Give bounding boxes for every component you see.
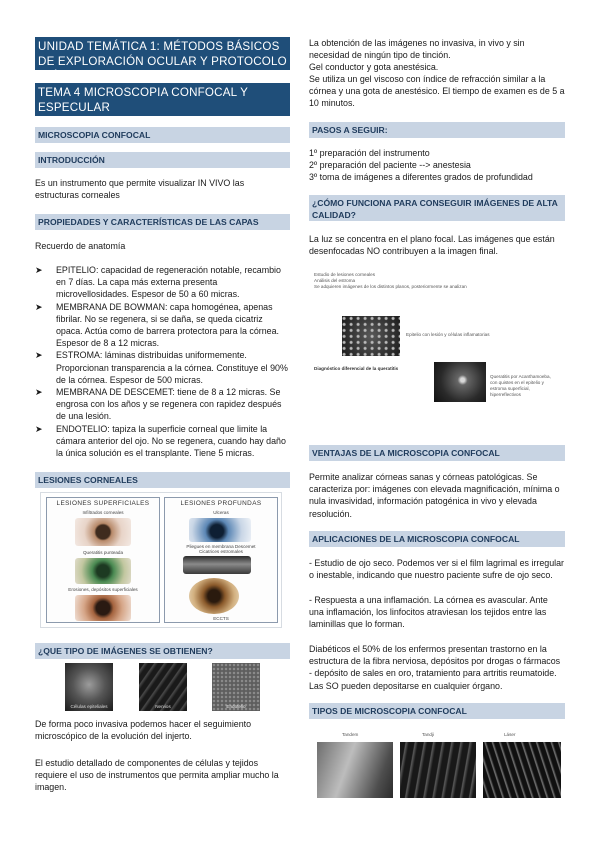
superficial-item: Queratitis punteada (82, 550, 124, 555)
types-figure (314, 724, 564, 800)
lesion-micro-image (342, 316, 400, 356)
arrow-bullet-icon: ➤ (35, 350, 43, 361)
deep-extra-label: ECCTS (213, 616, 229, 621)
figure-caption: Epitelio con lesión y células inflamatorias (406, 332, 490, 337)
deep-panel (164, 497, 278, 623)
anatomy-note: Recuerdo de anatomía (35, 241, 126, 251)
tandji-image (400, 742, 476, 798)
eye-photo (75, 518, 131, 546)
arrow-bullet-icon: ➤ (35, 301, 43, 312)
how-text: La luz se concentra en el plano focal. Las imágenes que están desenfocadas NO contribuyen a la imagen final. (309, 234, 555, 257)
type-label: Tandem (342, 732, 359, 737)
intro-line: La obtención de las imágenes no invasiva, in vivo y sin necesidad de ningún tipo de tinción. (309, 38, 525, 61)
step-item: 2º preparación del paciente --> anestesia (309, 160, 471, 170)
image-caption: Nervios (155, 704, 171, 709)
applications-text: Diabéticos el 50% de los enfermos presentan trastorno en la estructura de la fibra nerviosa, depósitos por drogas o fármacos - depósito de sales en oro, tratamiento para artritis reumatoide. Las SO pueden depositarse en cualquier órgano. (309, 644, 561, 691)
section-confocal: MICROSCOPIA CONFOCAL (35, 127, 290, 143)
eye-photo (189, 578, 239, 614)
list-item: ➤ EPITELIO: capacidad de regeneración notable, recambio en 7 días. La capa más externa presenta microvellosidades. Espesor de 50 a 60 micras. (35, 265, 281, 300)
figure-subtitle: Diagnóstico diferencial de la queratitis (314, 366, 399, 371)
section-steps: PASOS A SEGUIR: (309, 122, 565, 138)
images-text-1: De forma poco invasiva podemos hacer el seguimiento microscópico de la evolución del injerto. (35, 719, 252, 742)
keratitis-micro-image (434, 362, 486, 402)
arrow-bullet-icon: ➤ (35, 387, 43, 398)
topic-title: TEMA 4 MICROSCOPIA CONFOCAL Y ESPECULAR (35, 83, 290, 116)
laser-image (483, 742, 561, 798)
deep-title: LESIONES PROFUNDAS (180, 500, 262, 507)
deep-item: Cicatrices estromales (199, 549, 243, 554)
intro-text: Es un instrumento que permite visualizar IN VIVO las estructuras corneales (35, 178, 245, 201)
list-item: ➤ MEMBRANA DE BOWMAN: capa homogénea, apenas fibrilar. No se regenera, si se daña, se queda cicatriz opaca. Actúa como de barrera protectora para la córnea. Espesor de 8 a 12 micras. (35, 301, 279, 349)
deep-item: Pliegues en membrana Descemet (186, 544, 256, 549)
list-item: ➤ ENDOTELIO: tapiza la superficie corneal que limite la cámara anterior del ojo. No se regenera, cuando hay daño la única solución es el transplante. Tiene 5 micras. (35, 423, 286, 459)
section-properties: PROPIEDADES Y CARACTERÍSTICAS DE LAS CAPAS (35, 214, 290, 230)
list-item: ➤ ESTROMA: láminas distribuidas uniformemente. Proporcionan transparencia a la córnea. Constituye el 90% de la córnea. Espesor de 500 micras. (35, 350, 288, 385)
type-label: Láser (504, 732, 516, 737)
section-applications: APLICACIONES DE LA MICROSCOPIA CONFOCAL (309, 531, 565, 547)
image-caption: Endotelio (226, 704, 246, 709)
section-advantages: VENTAJAS DE LA MICROSCOPIA CONFOCAL (309, 445, 565, 461)
section-images: ¿QUE TIPO DE IMÁGENES SE OBTIENEN? (35, 643, 290, 659)
arrow-bullet-icon: ➤ (35, 265, 43, 275)
applications-text: - Estudio de ojo seco. Podemos ver si el film lagrimal es irregular o inestable, indicando que nuestro paciente sufre de ojo seco. (309, 558, 565, 581)
step-item: 3º toma de imágenes a diferentes grados de profundidad (309, 172, 533, 182)
layers-list (35, 264, 290, 459)
section-types: TIPOS DE MICROSCOPIA CONFOCAL (309, 703, 565, 719)
applications-text: - Respuesta a una inflamación. La córnea es avascular. Ante una inflamación, los linfocitos atraviesan los tejidos entre las laminillas que lo forman. (309, 595, 548, 630)
section-intro: INTRODUCCIÓN (35, 152, 290, 168)
eye-photo (75, 558, 131, 584)
figure-caption: Queratitis por Acanthamoeba, con quistes en el epitelio y estroma superficial, hiperreflectivos (490, 374, 551, 397)
epithelial-cells-image (65, 663, 113, 711)
intro-line: Se utiliza un gel viscoso con índice de refracción similar a la córnea y una gota de anestésico. El tiempo de examen es de 5 a 10 minutos. (309, 74, 565, 109)
type-label: Tandji (422, 732, 435, 737)
images-text-2: El estudio detallado de componentes de células y tejidos requiere el uso de instrumentos que permita ampliar mucho la imagen. (35, 758, 279, 793)
endothelium-image (212, 663, 260, 711)
image-caption: Células epiteliales (70, 704, 108, 709)
superficial-panel (46, 497, 160, 623)
advantages-text: Permite analizar córneas sanas y córneas patológicas. Se caracteriza por: imágenes con elevada magnificación, mínima o nula invasividad, información patogénica in vivo y elevada resolución. (309, 472, 560, 519)
figure-line: Análisis del estroma (314, 278, 356, 283)
section-how: ¿CÓMO FUNCIONA PARA CONSEGUIR IMÁGENES DE ALTA CALIDAD? (309, 195, 565, 221)
eye-photo (189, 518, 251, 542)
step-item: 1º preparación del instrumento (309, 148, 430, 158)
figure-line: Estudio de lesiones corneales (314, 272, 376, 277)
superficial-title: LESIONES SUPERFICIALES (56, 500, 150, 507)
eye-photo (75, 595, 131, 621)
confocal-figure (314, 268, 560, 414)
intro-line: Gel conductor y gota anestésica. (309, 62, 439, 72)
unit-title: UNIDAD TEMÁTICA 1: MÉTODOS BÁSICOS DE EXPLORACIÓN OCULAR Y PROTOCOLO CLÍNICO (35, 37, 290, 70)
section-lesions: LESIONES CORNEALES (35, 472, 290, 488)
superficial-item: Infiltrados corneales (82, 510, 124, 515)
deep-item: Ulceras (213, 510, 229, 515)
tandem-image (317, 742, 393, 798)
figure-line: Se adquieren imágenes de los distintos planos, posteriormente se analizan (314, 284, 467, 289)
superficial-item: Erosiones, depósitos superficiales (68, 587, 138, 592)
arrow-bullet-icon: ➤ (35, 423, 43, 434)
oct-scan (183, 556, 251, 574)
nerves-image (139, 663, 187, 711)
lesions-figure (40, 492, 282, 628)
list-item: ➤ MEMBRANA DE DESCEMET: tiene de 8 a 12 micras. Se engrosa con los años y se regenera con rapidez después de una lesión. (35, 387, 282, 422)
